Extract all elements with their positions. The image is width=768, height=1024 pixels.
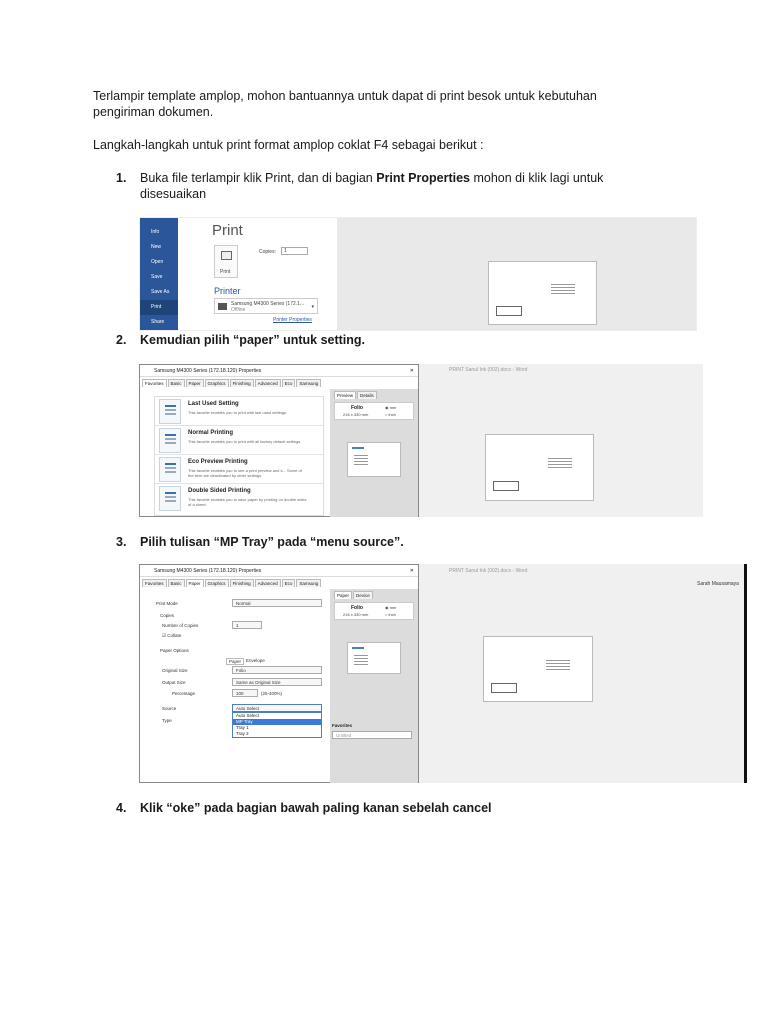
percentage-field[interactable]: 100 xyxy=(232,689,258,697)
output-size-label: Output Size xyxy=(162,680,186,685)
user-name: Sarah Mausamaya xyxy=(697,581,739,587)
paper-info xyxy=(334,602,414,620)
printer-select[interactable] xyxy=(214,298,318,314)
favorites-label: Favorites xyxy=(332,723,353,728)
step-1-text-a: Buka file terlampir klik Print, dan di bagian xyxy=(140,171,377,185)
document-title: PRINT Sanul Ink (002).docx - Word xyxy=(449,568,528,574)
percentage-range: (25-400%) xyxy=(261,691,283,696)
chevron-down-icon: ▾ xyxy=(311,304,314,310)
paper-info xyxy=(334,402,414,420)
original-size-label: Original Size xyxy=(162,668,188,673)
screenshot-print-backstage xyxy=(139,217,697,331)
tab-paper-preview[interactable]: Paper xyxy=(334,591,352,599)
screenshot-properties-favorites xyxy=(139,364,703,517)
tab-preview[interactable]: Preview xyxy=(334,391,356,399)
dialog-tabs xyxy=(140,377,418,387)
preview-panel xyxy=(330,589,418,783)
properties-dialog xyxy=(139,564,419,783)
sidebar-item-open[interactable]: Open xyxy=(151,259,164,265)
favorite-icon xyxy=(159,457,181,482)
close-icon[interactable]: ✕ xyxy=(409,368,414,374)
print-mode-label: Print Mode xyxy=(156,601,178,606)
list-item[interactable]: Normal Printing This favorite enables you to print with all factory default settings. xyxy=(155,426,323,455)
properties-dialog xyxy=(139,364,419,517)
steps-heading: Langkah-langkah untuk print format amplop coklat F4 sebagai berikut : xyxy=(93,138,484,152)
document-title: PRINT Sanul Ink (002).docx - Word xyxy=(449,367,528,373)
sidebar-item-print[interactable]: Print xyxy=(140,300,178,315)
step-number: 1. xyxy=(116,171,127,185)
copies-label: Copies: xyxy=(259,249,276,255)
output-size-select[interactable]: Same as Original Size xyxy=(232,678,322,686)
close-icon[interactable]: ✕ xyxy=(409,568,414,574)
unit-inch-radio[interactable]: ○ inch xyxy=(385,612,396,617)
dialog-tabs xyxy=(140,577,418,587)
dialog-title: Samsung M4300 Series (172.18.120) Properties xyxy=(154,368,262,374)
tab-advanced[interactable]: Advanced xyxy=(255,379,281,387)
preview-panel xyxy=(330,389,418,517)
step-1-line-2: disesuaikan xyxy=(140,187,207,201)
source-option[interactable]: Tray 1 xyxy=(236,725,249,730)
printer-device-icon xyxy=(218,303,227,310)
paper-options-group-label: Paper Options xyxy=(160,648,189,653)
tab-finishing[interactable]: Finishing xyxy=(230,379,254,387)
background-preview-page xyxy=(485,434,594,501)
copies-field[interactable]: 1 xyxy=(281,247,308,255)
percentage-label: Percentage xyxy=(172,691,196,696)
tab-advanced[interactable]: Advanced xyxy=(255,579,281,587)
source-label: Source xyxy=(162,706,177,711)
favorites-select[interactable]: Untitled xyxy=(332,731,412,739)
tab-graphics[interactable]: Graphics xyxy=(205,379,229,387)
tab-eco[interactable]: Eco xyxy=(282,579,296,587)
number-of-copies-label: Number of Copies xyxy=(162,623,199,628)
sidebar-item-save-as[interactable]: Save As xyxy=(151,289,170,295)
copies-group-label: Copies xyxy=(160,613,175,618)
backstage-sidebar xyxy=(140,218,178,331)
list-item[interactable]: Last Used Setting This favorite enables you to print with last used settings. xyxy=(155,397,323,426)
tab-basic[interactable]: Basic xyxy=(168,379,185,387)
source-option-selected[interactable]: MP Tray xyxy=(233,719,321,725)
step-1-text-b: mohon di klik lagi untuk xyxy=(470,171,604,185)
paper-size: 216 x 330 mm xyxy=(343,412,369,417)
tab-paper[interactable]: Paper xyxy=(186,579,204,587)
tab-graphics[interactable]: Graphics xyxy=(205,579,229,587)
printer-name: Samsung M4300 Series (172.1... xyxy=(231,301,305,307)
subtab-envelope[interactable]: Envelope xyxy=(246,658,265,663)
unit-mm-radio[interactable]: ◉ mm xyxy=(385,405,397,410)
source-dropdown[interactable] xyxy=(232,712,322,738)
dialog-title: Samsung M4300 Series (172.18.120) Properties xyxy=(154,568,262,574)
print-button-label: Print xyxy=(220,269,231,275)
paper-size: 216 x 330 mm xyxy=(343,612,369,617)
printer-heading: Printer xyxy=(214,286,241,296)
print-button[interactable] xyxy=(214,245,238,278)
sidebar-item-new[interactable]: New xyxy=(151,244,162,250)
step-1-bold: Print Properties xyxy=(376,171,471,185)
step-3-text: Pilih tulisan “MP Tray” pada “menu source”. xyxy=(140,535,404,549)
printer-status: Offline xyxy=(231,307,246,313)
source-option[interactable]: Tray 2 xyxy=(236,731,249,736)
print-mode-select[interactable]: Normal xyxy=(232,599,322,607)
sidebar-item-share[interactable]: Share xyxy=(151,319,165,325)
dialog-titlebar xyxy=(140,565,418,577)
sidebar-item-save[interactable]: Save xyxy=(151,274,163,280)
printer-properties-link[interactable]: Printer Properties xyxy=(273,317,312,323)
dialog-preview-page xyxy=(347,642,401,674)
dialog-titlebar xyxy=(140,365,418,377)
intro-line-1: Terlampir template amplop, mohon bantuannya untuk dapat di print besok untuk kebutuhan xyxy=(93,89,597,103)
tab-details[interactable]: Details xyxy=(357,391,377,399)
copies-stepper[interactable]: 1 xyxy=(232,621,262,629)
tab-eco[interactable]: Eco xyxy=(282,379,296,387)
subtab-paper[interactable]: Paper xyxy=(226,658,244,665)
paper-name: Folio xyxy=(351,405,363,411)
print-title: Print xyxy=(212,222,243,239)
source-select[interactable]: Auto Select xyxy=(232,704,322,712)
list-item[interactable]: Eco Preview Printing This favorite enables you to see a print preview and s... Some of the item are deactivated by other settings. xyxy=(155,455,323,484)
background-preview-page xyxy=(483,636,593,702)
tab-paper[interactable]: Paper xyxy=(186,379,204,387)
print-preview-area xyxy=(337,218,697,331)
source-option[interactable]: Auto Select xyxy=(236,713,260,718)
favorite-icon xyxy=(159,486,181,511)
tab-finishing[interactable]: Finishing xyxy=(230,579,254,587)
favorite-icon xyxy=(159,399,181,424)
dialog-preview-page xyxy=(347,442,401,477)
step-4-text: Klik “oke” pada bagian bawah paling kanan sebelah cancel xyxy=(140,801,492,815)
type-label: Type xyxy=(162,718,172,723)
printer-icon xyxy=(221,251,232,260)
tab-device[interactable]: Device xyxy=(353,591,373,599)
list-item[interactable]: Double Sided Printing This favorite enables you to save paper by printing on double sides of a sheet. xyxy=(155,484,323,513)
paper-name: Folio xyxy=(351,605,363,611)
tab-basic[interactable]: Basic xyxy=(168,579,185,587)
preview-page xyxy=(488,261,597,325)
tab-samsung[interactable]: Samsung xyxy=(296,379,321,387)
collate-checkbox[interactable]: ☑ Collate xyxy=(162,633,182,638)
tab-samsung[interactable]: Samsung xyxy=(296,579,321,587)
tab-favorites[interactable]: Favorites xyxy=(142,579,167,587)
unit-inch-radio[interactable]: ○ inch xyxy=(385,412,396,417)
sidebar-item-info[interactable]: Info xyxy=(151,229,160,235)
step-2-text: Kemudian pilih “paper” untuk setting. xyxy=(140,333,366,347)
intro-line-2: pengiriman dokumen. xyxy=(93,105,214,119)
screenshot-properties-paper xyxy=(139,564,747,783)
intro-paragraph xyxy=(93,88,693,120)
favorite-icon xyxy=(159,428,181,453)
original-size-select[interactable]: Folio xyxy=(232,666,322,674)
tab-favorites[interactable]: Favorites xyxy=(142,379,167,387)
favorites-list xyxy=(154,396,324,516)
unit-mm-radio[interactable]: ◉ mm xyxy=(385,605,397,610)
